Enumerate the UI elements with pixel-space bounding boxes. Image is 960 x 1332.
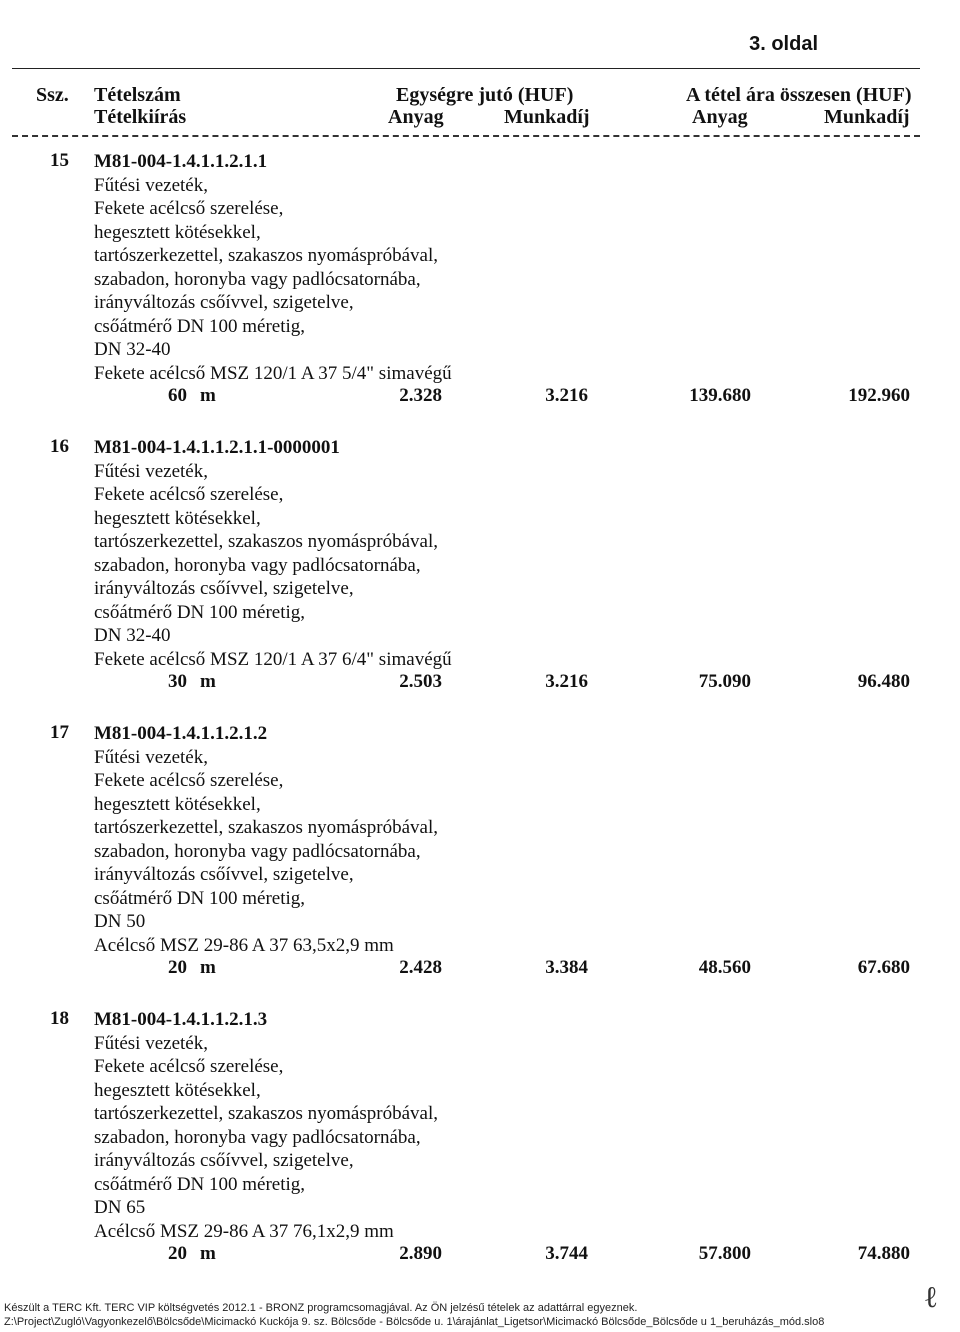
item-description-line: tartószerkezettel, szakaszos nyomáspróbával, [94, 531, 438, 552]
item-description-line: tartószerkezettel, szakaszos nyomáspróbával, [94, 1103, 438, 1124]
total-labor-price: 74.880 [857, 1243, 910, 1264]
unit-material-price: 2.503 [399, 671, 442, 692]
list-item [0, 150, 960, 409]
header-munkadij-total: Munkadíj [824, 106, 910, 128]
item-description-line: irányváltozás csőívvel, szigetelve, [94, 864, 354, 885]
item-description-line: irányváltozás csőívvel, szigetelve, [94, 578, 354, 599]
item-quantity: 60 [168, 385, 187, 406]
item-body [94, 436, 960, 671]
item-code: M81-004-1.4.1.1.2.1.3 [94, 1009, 268, 1030]
item-description-line: Acélcső MSZ 29-86 A 37 63,5x2,9 mm [94, 934, 394, 956]
item-description-line: csőátmérő DN 100 méretig, [94, 887, 306, 909]
total-material-price: 139.680 [689, 385, 751, 406]
item-description-line: Fekete acélcső szerelése, [94, 198, 284, 219]
item-description-line: DN 65 [94, 1197, 146, 1218]
item-description-line: szabadon, horonyba vagy padlócsatornába, [94, 840, 421, 862]
item-number: 16 [50, 436, 69, 457]
item-number: 18 [50, 1008, 69, 1029]
item-description-line: Fekete acélcső szerelése, [94, 770, 284, 791]
total-material-price: 75.090 [698, 671, 751, 692]
item-unit: m [200, 1243, 216, 1264]
unit-material-price: 2.890 [399, 1243, 442, 1264]
header-munkadij-unit: Munkadíj [504, 106, 590, 128]
item-quantity: 30 [168, 671, 187, 692]
item-description-line: irányváltozás csőívvel, szigetelve, [94, 292, 354, 313]
footer-credits: Készült a TERC Kft. TERC VIP költségvetés 2012.1 - BRONZ programcsomagjával. Az ÖN jelzésű tételek az adattárral egyeznek. [4, 1302, 638, 1314]
total-labor-price: 67.680 [857, 957, 910, 978]
page-number: 3. oldal [749, 33, 818, 55]
item-quantity-row [0, 671, 960, 695]
item-body [94, 150, 960, 385]
item-description-line: Fűtési vezeték, [94, 746, 208, 768]
item-description-line: hegesztett kötésekkel, [94, 793, 261, 815]
item-description-line: Fűtési vezeték, [94, 460, 208, 482]
item-description-line: Fekete acélcső szerelése, [94, 1056, 284, 1077]
footer-file-path: Z:\Project\Zugló\Vagyonkezelő\Bölcsőde\Micimackó Kuckója 9. sz. Bölcsőde - Bölcsőde u. 1\árajánlat_Ligetsor\Micimackó Bölcsőde_Bölcsőde u 1_beruházás_mód.slo8 [4, 1316, 825, 1328]
unit-material-price: 2.328 [399, 385, 442, 406]
item-description-line: szabadon, horonyba vagy padlócsatornába, [94, 554, 421, 576]
unit-material-price: 2.428 [399, 957, 442, 978]
item-description-line: hegesztett kötésekkel, [94, 507, 261, 529]
item-description-line: DN 32-40 [94, 625, 171, 646]
total-material-price: 48.560 [698, 957, 751, 978]
item-description-line: DN 32-40 [94, 339, 171, 360]
header-anyag-unit: Anyag [388, 106, 444, 128]
list-item [0, 436, 960, 695]
list-item [0, 722, 960, 981]
total-labor-price: 96.480 [857, 671, 910, 692]
item-description-line: tartószerkezettel, szakaszos nyomáspróbával, [94, 817, 438, 838]
unit-labor-price: 3.384 [545, 957, 588, 978]
item-description-line: Fűtési vezeték, [94, 1032, 208, 1054]
item-description-line: Fekete acélcső szerelése, [94, 484, 284, 505]
item-description-line: szabadon, horonyba vagy padlócsatornába, [94, 268, 421, 290]
item-description-line: DN 50 [94, 911, 146, 932]
item-description-line: csőátmérő DN 100 méretig, [94, 1173, 306, 1195]
item-unit: m [200, 671, 216, 692]
header-tetelkiiras: Tételkiírás [94, 106, 187, 128]
item-list [0, 150, 960, 1294]
item-quantity-row [0, 957, 960, 981]
signature-mark-icon: ℓ [923, 1280, 938, 1315]
item-body [94, 722, 960, 957]
header-bottom-rule [12, 135, 920, 137]
total-material-price: 57.800 [698, 1243, 751, 1264]
item-code: M81-004-1.4.1.1.2.1.2 [94, 723, 268, 744]
item-quantity: 20 [168, 1243, 187, 1264]
item-number: 15 [50, 150, 69, 171]
header-anyag-total: Anyag [692, 106, 748, 128]
item-unit: m [200, 385, 216, 406]
item-number: 17 [50, 722, 69, 743]
item-description-line: hegesztett kötésekkel, [94, 1079, 261, 1101]
item-body [94, 1008, 960, 1243]
item-description-line: csőátmérő DN 100 méretig, [94, 315, 306, 337]
item-description-line: Fekete acélcső MSZ 120/1 A 37 5/4" simavégű [94, 362, 452, 384]
unit-labor-price: 3.216 [545, 671, 588, 692]
item-description-line: szabadon, horonyba vagy padlócsatornába, [94, 1126, 421, 1148]
item-quantity-row [0, 1243, 960, 1267]
header-top-rule [12, 68, 920, 69]
item-description-line: Fűtési vezeték, [94, 174, 208, 196]
total-labor-price: 192.960 [848, 385, 910, 406]
item-code: M81-004-1.4.1.1.2.1.1-0000001 [94, 437, 340, 458]
list-item [0, 1008, 960, 1267]
item-description-line: hegesztett kötésekkel, [94, 221, 261, 243]
item-quantity-row [0, 385, 960, 409]
item-description-line: csőátmérő DN 100 méretig, [94, 601, 306, 623]
header-tetelszam: Tételszám [94, 84, 181, 106]
item-description-line: tartószerkezettel, szakaszos nyomáspróbával, [94, 245, 438, 266]
item-code: M81-004-1.4.1.1.2.1.1 [94, 151, 268, 172]
header-total-price: A tétel ára összesen (HUF) [686, 84, 912, 106]
header-ssz: Ssz. [36, 84, 69, 106]
item-description-line: Fekete acélcső MSZ 120/1 A 37 6/4" simavégű [94, 648, 452, 670]
unit-labor-price: 3.744 [545, 1243, 588, 1264]
item-unit: m [200, 957, 216, 978]
header-unit-price: Egységre jutó (HUF) [396, 84, 574, 106]
item-quantity: 20 [168, 957, 187, 978]
unit-labor-price: 3.216 [545, 385, 588, 406]
item-description-line: irányváltozás csőívvel, szigetelve, [94, 1150, 354, 1171]
item-description-line: Acélcső MSZ 29-86 A 37 76,1x2,9 mm [94, 1220, 394, 1242]
